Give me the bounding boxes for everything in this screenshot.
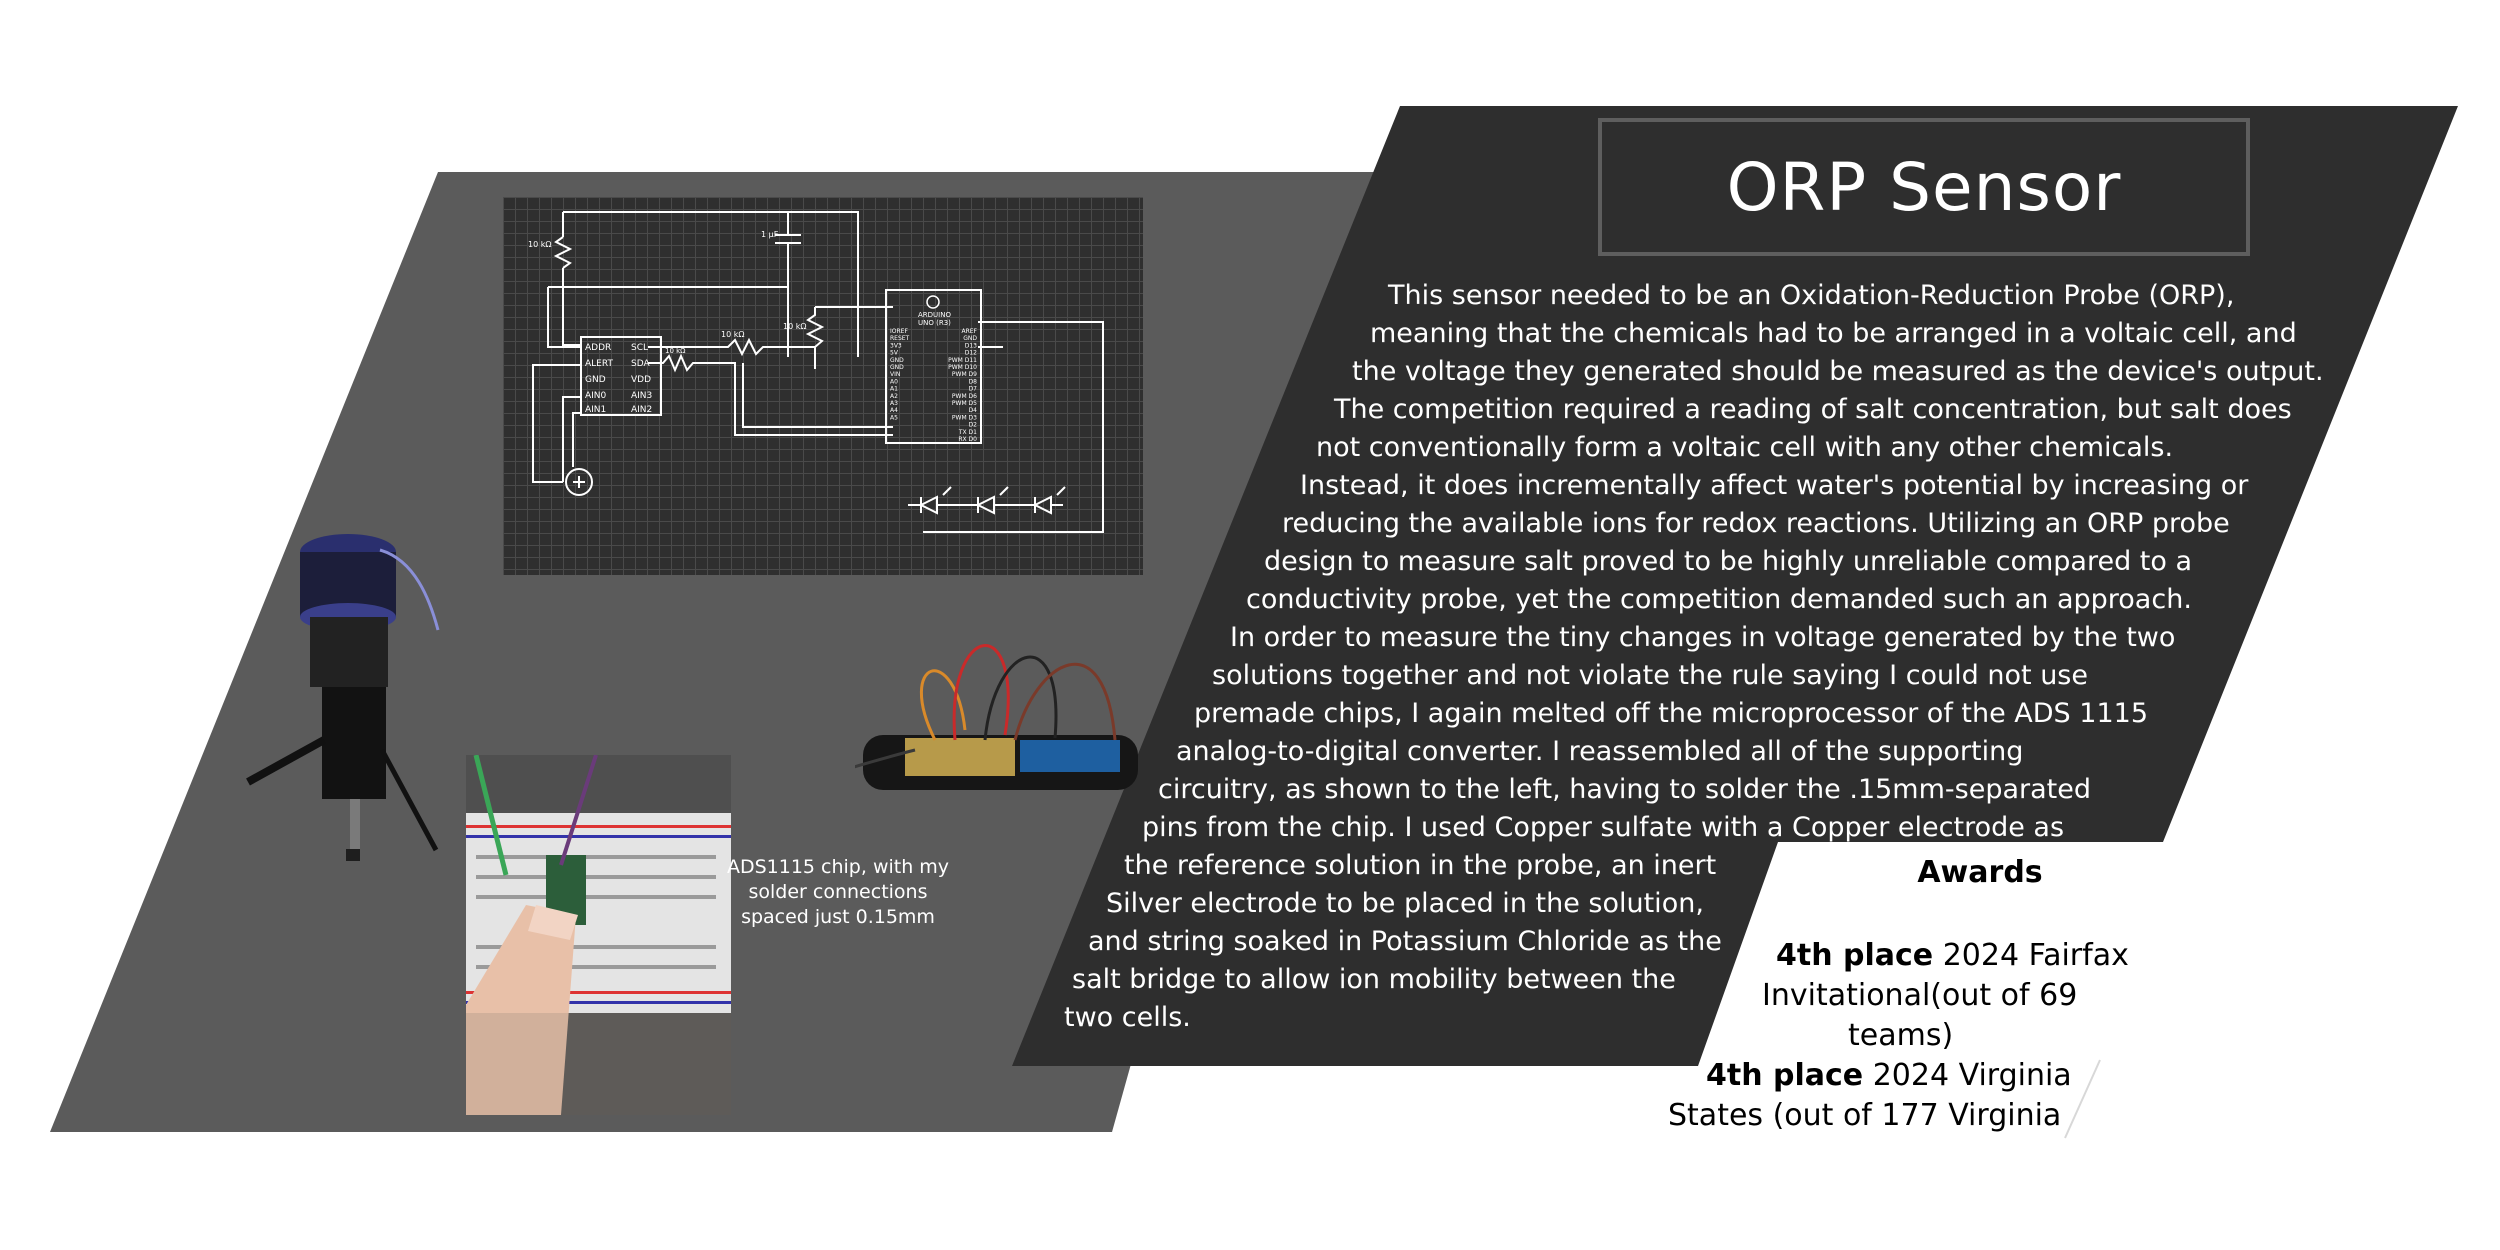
ads-pin-label: ALERT (585, 359, 613, 369)
breadboard-finger-photo (466, 755, 731, 1115)
arduino-model: UNO (R3) (918, 319, 951, 327)
arduino-pin-label: A4 (890, 407, 898, 415)
award-item-1-line (1776, 938, 2129, 973)
description-line: the reference solution in the probe, an inert (1124, 850, 1717, 881)
arduino-pin-label: VIN (890, 371, 901, 379)
arduino-name: ARDUINO (918, 311, 951, 319)
arduino-pin-label: PWM D3 (951, 414, 977, 422)
capacitor-label: 1 µF (761, 230, 779, 239)
arduino-pin-label: AREF (961, 328, 977, 335)
arduino-left-pin-labels (890, 328, 910, 421)
arduino-pin-label: PWM D11 (948, 356, 977, 364)
resistor-label: 10 kΩ (783, 322, 807, 331)
description-line: meaning that the chemicals had to be arranged in a voltaic cell, and (1370, 318, 2297, 349)
arduino-pin-label: IOREF (890, 328, 908, 335)
arduino-pin-label: RESET (890, 335, 910, 343)
description-line: two cells. (1064, 1002, 1191, 1033)
ads-pin-label: GND (585, 375, 606, 385)
description-line: not conventionally form a voltaic cell with any other chemicals. (1316, 432, 2174, 463)
orp-probe-photo (240, 520, 440, 880)
resistor-label: 10 kΩ (528, 240, 552, 249)
ads-pin-label: ADDR (585, 343, 612, 353)
circuit-schematic (503, 197, 1143, 575)
description-line: salt bridge to allow ion mobility between the (1072, 964, 1676, 995)
description-line: and string soaked in Potassium Chloride as the (1088, 926, 1722, 957)
award-place: 4th place (1706, 1058, 1864, 1093)
arduino-pin-label: D7 (968, 385, 977, 393)
arduino-pin-label: 5V (890, 349, 898, 357)
description-line: This sensor needed to be an Oxidation-Reduction Probe (ORP), (1388, 280, 2235, 311)
ads-pin-label: AIN2 (631, 405, 653, 415)
arduino-pin-label: GND (890, 364, 904, 371)
arduino-pin-label: TX D1 (958, 428, 977, 436)
arduino-pin-label: PWM D5 (951, 400, 977, 407)
award-item-1-line: Invitational(out of 69 (1762, 978, 2078, 1013)
title-box (1598, 118, 2250, 256)
caption-line: spaced just 0.15mm (741, 906, 935, 928)
description-line: the voltage they generated should be measured as the device's output. (1352, 356, 2324, 387)
arduino-pin-label: D4 (968, 407, 977, 415)
arduino-right-pin-labels (948, 328, 977, 443)
ads-pin-label: AIN3 (631, 391, 653, 401)
description-line: Instead, it does incrementally affect water's potential by increasing or (1300, 470, 2249, 501)
arduino-pin-label: A0 (890, 378, 898, 386)
arduino-pin-label: A2 (890, 392, 898, 400)
awards-heading: Awards (1917, 855, 2043, 890)
arduino-pin-label: PWM D10 (948, 364, 977, 371)
description-line: solutions together and not violate the rule saying I could not use (1212, 660, 2088, 691)
award-detail: 2024 Virginia (1863, 1058, 2072, 1093)
description-line: The competition required a reading of salt concentration, but salt does (1334, 394, 2292, 425)
page-title: ORP Sensor (1726, 148, 2122, 226)
ads-pin-label: SCL (631, 343, 649, 353)
award-item-2-line: States (out of 177 Virginia (1668, 1098, 2062, 1133)
description-line: premade chips, I again melted off the microprocessor of the ADS 1115 (1194, 698, 2148, 729)
arduino-pin-label: D2 (968, 421, 977, 429)
award-item-1-line: teams) (1848, 1018, 1954, 1053)
resistor-label: 10 kΩ (665, 347, 686, 355)
award-detail: 2024 Fairfax (1933, 938, 2129, 973)
ads-pin-label: AIN1 (585, 405, 607, 415)
ads-pin-label: VDD (631, 375, 652, 385)
description-line: analog-to-digital converter. I reassembled all of the supporting (1176, 736, 2024, 767)
ads-pin-label: SDA (631, 359, 650, 369)
arduino-pin-label: GND (963, 335, 977, 343)
description-line: circuitry, as shown to the left, having to solder the .15mm-separated (1158, 774, 2091, 805)
ads-pin-label: AIN0 (585, 391, 607, 401)
description-line: In order to measure the tiny changes in voltage generated by the two (1230, 622, 2176, 653)
arduino-pin-label: A3 (890, 400, 898, 407)
award-item-2-line (1706, 1058, 2072, 1093)
caption-line: ADS1115 chip, with my (726, 856, 950, 878)
description-line: reducing the available ions for redox reactions. Utilizing an ORP probe (1282, 508, 2230, 539)
award-place: 4th place (1776, 938, 1934, 973)
description-line: pins from the chip. I used Copper sulfate with a Copper electrode as (1142, 812, 2065, 843)
arduino-pin-label: PWM D6 (951, 392, 977, 400)
description-line: design to measure salt proved to be highly unreliable compared to a (1264, 546, 2193, 577)
arduino-pin-label: D8 (968, 378, 977, 386)
caption-line: solder connections (748, 881, 928, 903)
arduino-pin-label: PWM D9 (951, 371, 977, 379)
arduino-pin-label: D13 (964, 342, 977, 350)
description-line: Silver electrode to be placed in the solution, (1106, 888, 1704, 919)
arduino-pin-label: GND (890, 356, 904, 364)
resistor-label: 10 kΩ (721, 330, 745, 339)
arduino-pin-label: A1 (890, 385, 898, 393)
arduino-pin-label: RX D0 (958, 436, 977, 443)
arduino-pin-label: D12 (964, 349, 977, 357)
description-line: conductivity probe, yet the competition demanded such an approach. (1246, 584, 2192, 615)
arduino-pin-label: 3V3 (890, 342, 902, 350)
arduino-wiring-photo (855, 600, 1145, 820)
photo-caption (718, 855, 958, 930)
arduino-pin-label: A5 (890, 414, 898, 422)
